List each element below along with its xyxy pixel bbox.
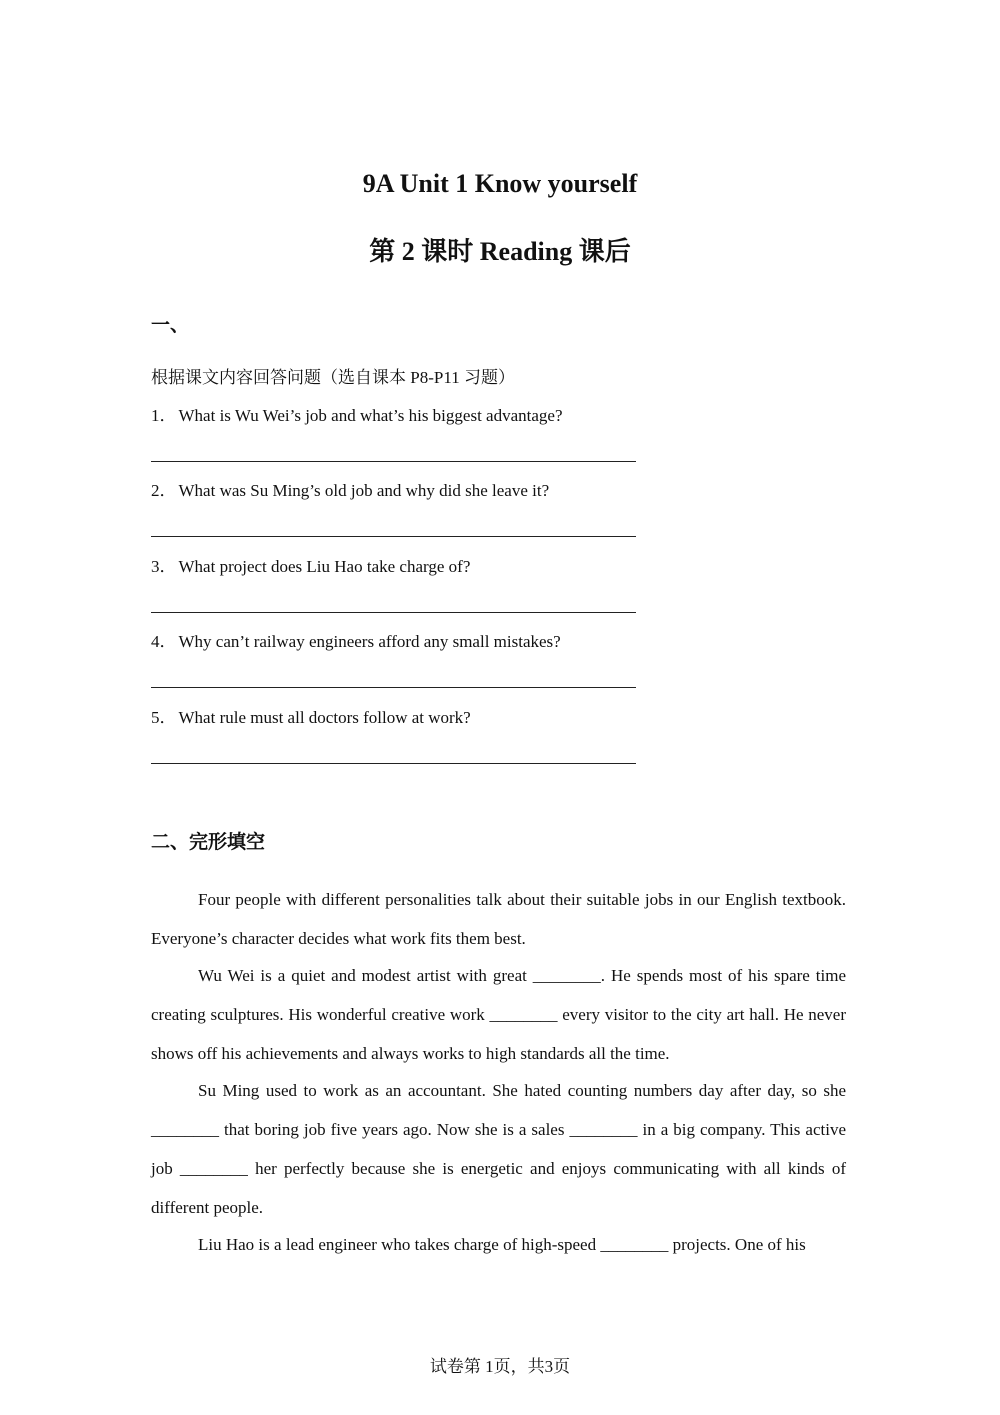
question-text [151,404,851,428]
answer-line[interactable] [151,687,636,688]
question-number: 2． [151,481,177,501]
question-prompt: What is Wu Wei’s job and what’s his biggest advantage? [178,406,563,425]
page-footer: 试卷第 1页，共3页 [429,1357,571,1376]
question-number: 5． [151,707,177,727]
question-list [151,404,851,781]
answer-line[interactable] [151,536,636,537]
question-prompt: What was Su Ming’s old job and why did she leave it? [178,481,550,501]
cloze-paragraph-3: Su Ming used to work as an accountant. She hated counting numbers day after day, so she ________ that boring job five years ago. Now she is a sales ________ in a big company. This active job ________ her perfectly because she is energetic and enjoys communicating with all kinds of different people. [151,1081,846,1217]
answer-line[interactable] [151,612,636,613]
question-prompt: What rule must all doctors follow at work? [178,707,471,727]
cloze-paragraph-1: Four people with different personalities talk about their suitable jobs in our English textbook. Everyone’s character decides what work fits them best. [151,890,846,948]
section-1-heading: 一、 [151,314,190,336]
question-item-4 [151,630,851,705]
question-prompt: What project does Liu Hao take charge of? [178,556,471,576]
answer-line[interactable] [151,763,636,764]
question-item-2 [151,479,851,554]
question-prompt: Why can’t railway engineers afford any small mistakes? [178,632,561,652]
section-1-instruction: 根据课文内容回答问题（选自课本 P8-P11 习题） [151,368,515,387]
document-subtitle: 第 2 课时 Reading 课后 [369,237,631,266]
cloze-passage [151,880,846,1262]
question-number: 3． [151,556,177,576]
question-number: 4． [151,632,177,652]
question-number: 1． [151,406,177,425]
question-text [151,630,851,654]
question-item-3 [151,555,851,630]
cloze-paragraph-2: Wu Wei is a quiet and modest artist with great ________. He spends most of his spare time creating sculptures. His wonderful creative work ________ every visitor to the city art hall. He never shows off his achievements and always works to high standards all the time. [151,966,846,1063]
section-2-heading: 二、完形填空 [151,831,266,853]
cloze-paragraph-4: Liu Hao is a lead engineer who takes charge of high-speed ________ projects. One of his [198,1235,806,1254]
question-text [151,479,851,503]
question-text [151,555,851,579]
question-item-1 [151,404,851,479]
answer-line[interactable] [151,461,636,462]
document-title: 9A Unit 1 Know yourself [362,169,638,198]
question-text [151,706,851,730]
question-item-5 [151,706,851,781]
